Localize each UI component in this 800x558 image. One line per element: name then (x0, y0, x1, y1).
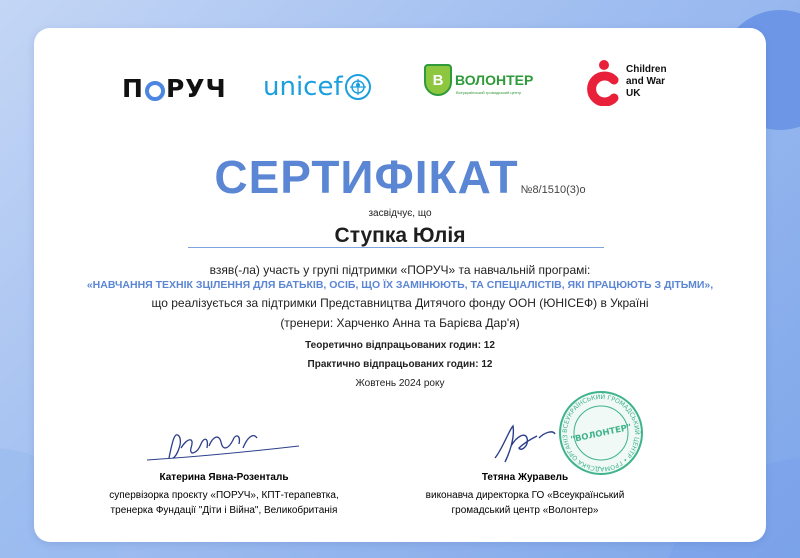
poruch-logo-text-end: РУЧ (165, 74, 227, 103)
signatory-left-name: Катерина Явна-Розенталь (159, 472, 289, 483)
signatory-right-role-line1: виконавча директорка ГО «Всеукраїнський (425, 490, 625, 501)
certificate-date: Жовтень 2024 року (355, 378, 445, 389)
certificate-number: №8/1510(3)о (520, 184, 586, 196)
signatory-right-name: Тетяна Журавель (481, 472, 569, 483)
poruch-logo (122, 74, 227, 103)
children-and-war-line1: Children (626, 64, 667, 75)
participation-text: взяв(-ла) участь у групі підтримки «ПОРУЧ» та навчальній програмі: (209, 263, 591, 277)
stamp-center-text: "ВОЛОНТЕР" (569, 422, 633, 446)
certifies-text: засвідчує, що (368, 208, 432, 219)
signatory-right-role-line2: громадський центр «Волонтер» (451, 505, 599, 516)
stamp-ring-text: ВСЕУКРАЇНСЬКИЙ ГРОМАДСЬКИЙ ЦЕНТР • ГРОМАДСЬКА ОРГАНІЗ (561, 393, 641, 473)
signatory-left-role-line1: супервізорка проєкту «ПОРУЧ», КПТ-терапевтка, (109, 490, 339, 501)
recipient-underline (188, 247, 604, 248)
poruch-ring-icon (145, 81, 165, 101)
certificate-title-text: СЕРТИФІКАТ (214, 151, 519, 203)
unicef-logo (263, 72, 371, 102)
children-and-war-logo (582, 58, 667, 106)
volonter-badge-letter: В (432, 71, 444, 89)
recipient-name: Ступка Юлія (334, 224, 466, 247)
theory-hours: Теоретично відпрацьованих годин: 12 (305, 340, 495, 351)
partner-logos (34, 64, 766, 128)
support-text: що реалізується за підтримки Представництва Дитячого фонду ООН (ЮНІСЕФ) в Україні (151, 296, 649, 310)
volonter-logo (424, 64, 533, 95)
signature-left-icon (139, 418, 309, 468)
volonter-logo-subtitle: Всеукраїнський громадський центр (456, 90, 522, 95)
children-and-war-line3: UK (626, 88, 641, 99)
program-title: «НАВЧАННЯ ТЕХНІК ЗЦІЛЕННЯ ДЛЯ БАТЬКІВ, ОСІБ, ЩО ЇХ ЗАМІНЮЮТЬ, ТА СПЕЦІАЛІСТІВ, ЯКІ ПРАЦЮЮТЬ З ДІТЬМИ», (86, 279, 714, 291)
volonter-logo-text: ВОЛОНТЕР (455, 72, 534, 88)
signatory-left-role-line2: тренерка Фундації "Діти і Війна", Великобританія (110, 505, 338, 516)
practice-hours: Практично відпрацьованих годин: 12 (307, 359, 493, 370)
children-and-war-mark-icon (582, 58, 622, 106)
children-and-war-line2: and War (626, 76, 666, 87)
unicef-globe-icon (345, 74, 371, 100)
certificate-title (34, 150, 766, 204)
unicef-logo-text: unicef (263, 72, 343, 102)
volonter-shield-icon (424, 64, 452, 96)
organization-stamp-icon (558, 390, 644, 476)
signature-block-left (74, 418, 374, 518)
poruch-logo-text-start: П (122, 74, 144, 103)
trainers-text: (тренери: Харченко Анна та Барієва Дар'я) (280, 316, 520, 330)
certificate-card (34, 28, 766, 542)
